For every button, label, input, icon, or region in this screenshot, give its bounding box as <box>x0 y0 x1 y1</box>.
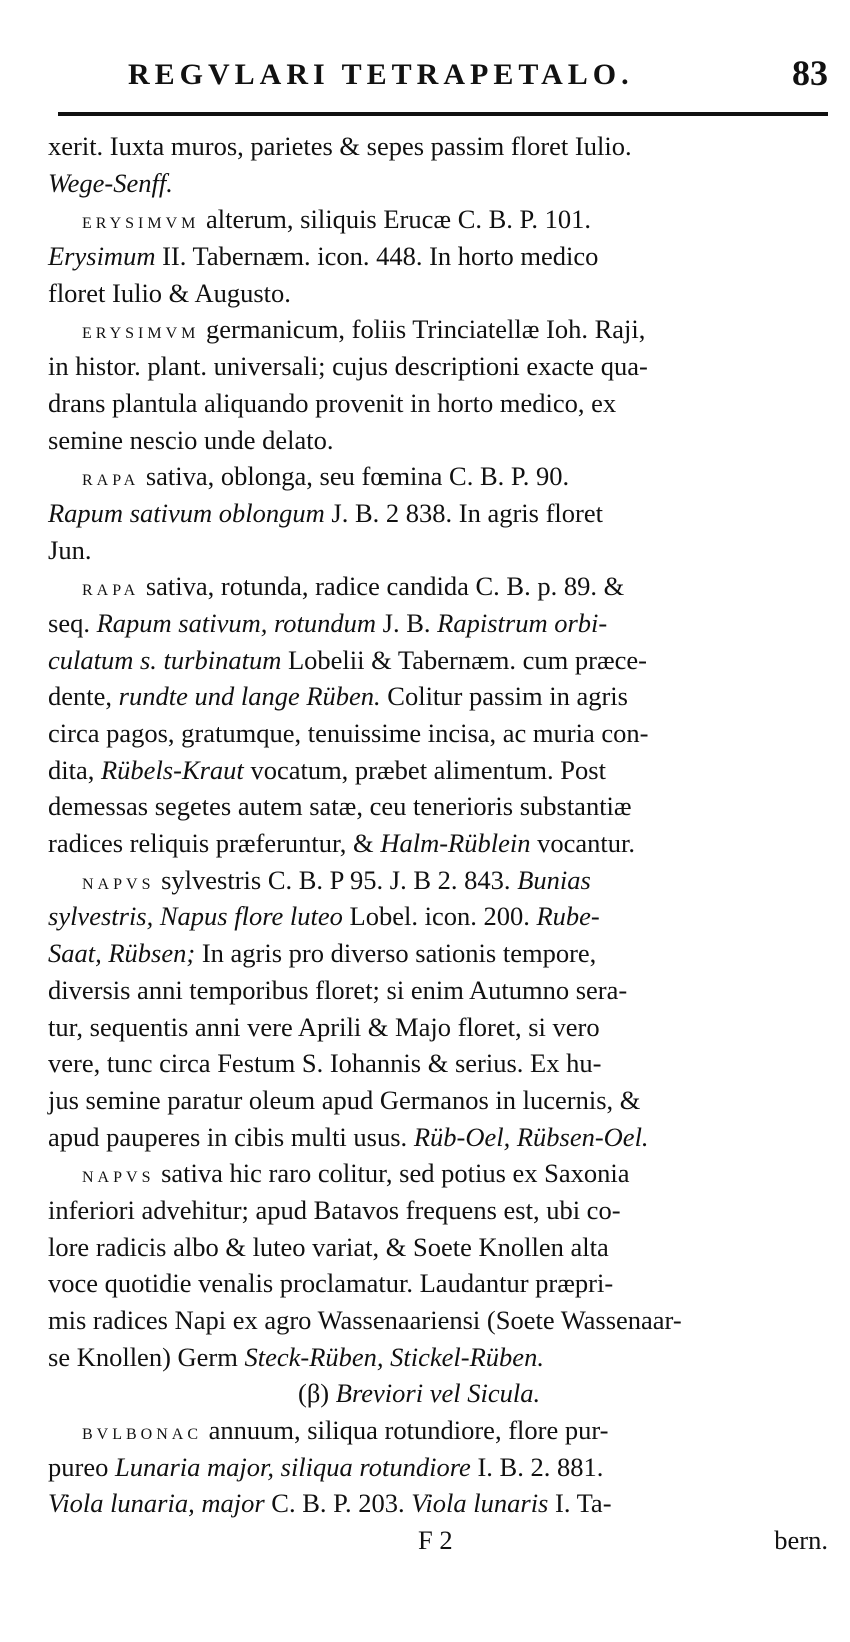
italic-text: Lunaria major, siliqua rotundiore <box>114 1451 471 1482</box>
text-segment: vere, tunc circa Festum S. Iohannis & serius. Ex hu- <box>48 1048 602 1079</box>
text-line <box>48 715 828 752</box>
text-line <box>48 678 828 715</box>
text-segment: jus semine paratur oleum apud Germanos in lucernis, & <box>48 1084 641 1115</box>
genus-name: BVLBONAC <box>82 1426 203 1444</box>
text-segment: sativa, rotunda, radice candida C. B. p. 89. & <box>139 571 625 602</box>
italic-text: Erysimum <box>48 241 156 272</box>
text-segment: C. B. P. 203. <box>264 1488 412 1519</box>
text-segment: dita, <box>48 754 101 785</box>
text-line <box>48 1082 828 1119</box>
text-line <box>48 275 828 312</box>
text-segment: se Knollen) Germ <box>48 1341 245 1372</box>
text-segment: (β) <box>298 1378 336 1409</box>
text-line <box>48 642 828 679</box>
italic-text: Rapum sativum oblongum <box>48 497 325 528</box>
catchword: bern. <box>774 1525 828 1556</box>
italic-text: Wege-Senff. <box>48 167 173 198</box>
text-segment: xerit. Iuxta muros, parietes & sepes passim floret Iulio. <box>48 131 632 161</box>
italic-text: Viola lunaris <box>411 1488 549 1519</box>
text-line <box>48 605 828 642</box>
text-segment: annuum, siliqua rotundiore, flore pur- <box>202 1415 609 1446</box>
text-line <box>48 495 828 532</box>
genus-name: NAPVS <box>82 875 155 893</box>
text-segment: I. B. 2. 881. <box>470 1451 604 1482</box>
text-segment: in histor. plant. universali; cujus descriptioni exacte qua- <box>48 351 648 382</box>
text-segment: semine nescio unde delato. <box>48 424 334 455</box>
text-segment: mis radices Napi ex agro Wassenaariensi (Soete Wassenaar- <box>48 1305 682 1335</box>
italic-text: Rube- <box>536 901 600 932</box>
text-line <box>48 898 828 935</box>
text-line <box>48 788 828 825</box>
text-body <box>48 128 828 1564</box>
text-segment: J. B. <box>376 607 438 638</box>
genus-name: ERYSIMVM <box>82 325 200 343</box>
italic-text: Rapum sativum, rotundum <box>96 607 377 638</box>
text-segment: sativa, oblonga, seu fœmina C. B. P. 90. <box>139 461 570 492</box>
italic-text: culatum s. turbinatum <box>48 644 282 675</box>
text-segment: sylvestris C. B. P 95. J. B 2. 843. <box>154 864 518 895</box>
text-segment: alterum, siliquis Erucæ C. B. P. 101. <box>199 204 591 235</box>
text-line <box>48 1229 828 1266</box>
text-segment: vocatum, præbet alimentum. Post <box>243 754 606 785</box>
running-header <box>58 40 828 100</box>
text-line <box>48 825 828 862</box>
italic-text: Rüb-Oel, Rübsen-Oel. <box>413 1121 649 1152</box>
text-line <box>48 1155 828 1192</box>
text-line <box>48 1265 828 1302</box>
text-line <box>48 1412 828 1449</box>
text-line <box>48 532 828 569</box>
text-segment: pureo <box>48 1451 115 1482</box>
text-segment: In agris pro diverso sationis tempore, <box>195 938 597 969</box>
text-line <box>48 1339 828 1376</box>
text-segment: drans plantula aliquando provenit in horto medico, ex <box>48 387 617 418</box>
text-line <box>48 165 828 202</box>
text-line <box>48 1192 828 1229</box>
page-number: 83 <box>792 53 828 93</box>
text-segment: J. B. 2 838. In agris floret <box>324 497 603 528</box>
text-segment: Lobelii & Tabernæm. cum præce- <box>281 644 647 675</box>
text-line <box>48 1119 828 1156</box>
text-line <box>48 238 828 275</box>
text-segment: apud pauperes in cibis multi usus. <box>48 1121 414 1152</box>
text-line <box>48 935 828 972</box>
text-segment: Colitur passim in agris <box>380 681 628 712</box>
genus-name: RAPA <box>82 472 140 490</box>
italic-text: Breviori vel Sicula. <box>335 1378 541 1409</box>
text-segment: diversis anni temporibus floret; si enim Autumno sera- <box>48 974 628 1005</box>
italic-text: Halm-Rüblein <box>380 828 531 859</box>
genus-name: RAPA <box>82 582 140 600</box>
text-segment: germanicum, foliis Trinciatellæ Ioh. Raji, <box>199 314 646 345</box>
text-segment: seq. <box>48 607 97 638</box>
text-segment: tur, sequentis anni vere Aprili & Majo floret, si vero <box>48 1011 600 1042</box>
text-segment: Lobel. icon. 200. <box>342 901 537 932</box>
text-line <box>48 1449 828 1486</box>
text-line <box>48 568 828 605</box>
genus-name: ERYSIMVM <box>82 215 200 233</box>
text-line <box>48 385 828 422</box>
text-segment: I. Ta- <box>548 1488 612 1519</box>
text-line <box>48 1009 828 1046</box>
text-line <box>48 422 828 459</box>
italic-text: Rapistrum orbi- <box>437 607 608 638</box>
text-line <box>48 1302 828 1339</box>
text-line <box>48 458 828 495</box>
text-segment: inferiori advehitur; apud Batavos frequens est, ubi co- <box>48 1194 621 1225</box>
text-line <box>48 1485 828 1522</box>
text-segment: circa pagos, gratumque, tenuissime incisa, ac muria con- <box>48 718 649 748</box>
running-title: REGVLARI TETRAPETALO. <box>128 58 634 91</box>
text-segment: II. Tabernæm. icon. 448. In horto medico <box>155 241 599 272</box>
text-line <box>48 752 828 789</box>
genus-name: NAPVS <box>82 1169 155 1187</box>
text-line <box>48 311 828 348</box>
text-line <box>48 862 828 899</box>
italic-text: Saat, Rübsen; <box>48 938 196 969</box>
signature-mark: F 2 <box>418 1525 453 1556</box>
text-line <box>48 1045 828 1082</box>
text-segment: floret Iulio & Augusto. <box>48 277 291 308</box>
text-segment: vocantur. <box>530 828 635 859</box>
text-segment: lore radicis albo & luteo variat, & Soete Knollen alta <box>48 1231 609 1262</box>
page-footer <box>48 1522 828 1564</box>
text-line <box>48 348 828 385</box>
text-segment: Jun. <box>48 534 92 565</box>
italic-text: sylvestris, Napus flore luteo <box>48 901 343 932</box>
text-line <box>48 972 828 1009</box>
italic-text: Viola lunaria, major <box>48 1488 265 1519</box>
italic-text: Bunias <box>517 864 591 895</box>
italic-text: Steck-Rüben, Stickel-Rüben. <box>244 1341 544 1372</box>
italic-text: rundte und lange Rüben. <box>118 681 381 712</box>
header-rule <box>58 112 828 116</box>
text-line <box>48 201 828 238</box>
text-line <box>48 128 828 165</box>
text-line <box>48 1375 828 1412</box>
text-segment: dente, <box>48 681 119 712</box>
text-segment: radices reliquis præferuntur, & <box>48 828 381 859</box>
text-segment: voce quotidie venalis proclamatur. Laudantur præpri- <box>48 1268 614 1299</box>
text-segment: sativa hic raro colitur, sed potius ex Saxonia <box>154 1158 630 1189</box>
italic-text: Rübels-Kraut <box>101 754 244 785</box>
text-segment: demessas segetes autem satæ, ceu tenerioris substantiæ <box>48 791 632 822</box>
